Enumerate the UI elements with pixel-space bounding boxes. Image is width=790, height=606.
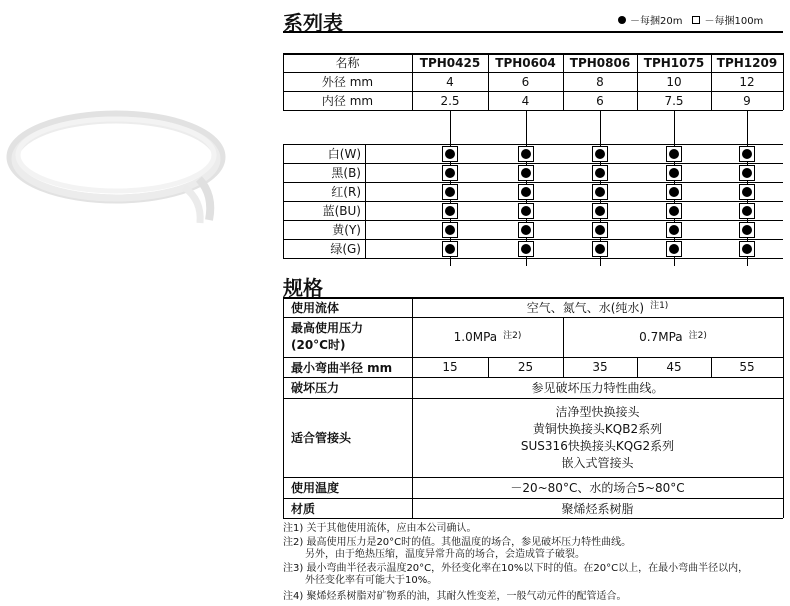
burst-pressure-value: 参见破坏压力特性曲线。 — [531, 381, 664, 395]
availability-node — [442, 146, 458, 162]
spec-title: 规格 — [283, 276, 323, 300]
filled-dot-icon — [521, 244, 531, 254]
filled-dot-icon — [445, 187, 455, 197]
availability-node — [739, 146, 755, 162]
color-label: 黑(B) — [331, 166, 361, 180]
temperature-value: －20~80°C、水的场合5~80°C — [510, 481, 685, 495]
legend — [618, 12, 763, 27]
availability-node — [666, 184, 682, 200]
fitting-item: 黄铜快换接头KQB2系列 — [532, 422, 663, 436]
availability-node — [666, 241, 682, 257]
outer-diameter-label: 外径 mm — [321, 75, 374, 89]
fitting-item: SUS316快换接头KQG2系列 — [520, 439, 675, 453]
filled-dot-icon — [742, 187, 752, 197]
outer-diameter-cell: 4 — [446, 74, 454, 89]
fluid-note: 注1) — [650, 300, 669, 311]
availability-node — [442, 222, 458, 238]
outer-diameter-cell: 12 — [739, 74, 755, 89]
note-line: 另外，由于绝热压缩，温度异常升高的场合，会造成管子破裂。 — [305, 549, 585, 560]
availability-node — [592, 184, 608, 200]
material-value: 聚烯烃系树脂 — [561, 501, 634, 516]
bend-radius-cell: 15 — [442, 360, 458, 374]
availability-node — [592, 146, 608, 162]
filled-dot-icon — [669, 168, 679, 178]
inner-diameter-label: 内径 mm — [321, 94, 374, 108]
outer-diameter-cell: 6 — [521, 74, 530, 89]
temperature-label: 使用温度 — [291, 481, 340, 495]
fitting-item: 洁净型快换接头 — [555, 405, 640, 419]
pressure-value-a — [412, 317, 563, 357]
model-cell: TPH1075 — [643, 55, 705, 70]
color-label: 白(W) — [327, 147, 361, 161]
filled-dot-icon — [595, 187, 605, 197]
note-line: 注1) 关于其他使用流体，应由本公司确认。 — [283, 523, 477, 534]
availability-node — [739, 165, 755, 181]
availability-node — [518, 222, 534, 238]
pressure-label — [283, 317, 412, 357]
note-line: 注2) 最高使用压力是20°C时的值。其他温度的场合，参见破坏压力特性曲线。 — [283, 537, 632, 548]
table-vrule — [783, 53, 784, 110]
model-cell: TPH0425 — [419, 55, 481, 70]
filled-dot-icon — [445, 206, 455, 216]
bend-radius-cell: 25 — [517, 360, 534, 374]
bend-radius-cell: 35 — [592, 360, 608, 374]
filled-dot-icon — [445, 168, 455, 178]
model-label: 名称 — [335, 56, 360, 70]
availability-node — [592, 222, 608, 238]
availability-node — [739, 241, 755, 257]
filled-dot-icon — [521, 168, 531, 178]
pressure-b-note: 注2) — [688, 330, 707, 341]
availability-node — [592, 241, 608, 257]
fluid-value — [412, 297, 783, 317]
color-label: 蓝(BU) — [322, 204, 361, 218]
color-label: 红(R) — [331, 185, 361, 199]
pressure-value-b — [563, 317, 783, 357]
filled-dot-icon — [742, 168, 752, 178]
pressure-a-text: 1.0MPa — [453, 330, 498, 344]
color-label: 绿(G) — [330, 242, 361, 256]
availability-node — [442, 203, 458, 219]
open-square-icon — [692, 16, 700, 24]
color-label: 黄(Y) — [332, 223, 361, 237]
availability-node — [666, 165, 682, 181]
filled-dot-icon — [742, 244, 752, 254]
pressure-label-line2: (20°C时) — [291, 338, 346, 352]
availability-node — [518, 241, 534, 257]
availability-node — [666, 222, 682, 238]
burst-pressure-label: 破坏压力 — [291, 381, 340, 395]
legend-open-label: －每捆100m — [704, 16, 764, 27]
filled-dot-icon — [595, 244, 605, 254]
series-table-title: 系列表 — [283, 11, 343, 35]
availability-node — [518, 184, 534, 200]
filled-dot-icon — [445, 149, 455, 159]
inner-diameter-cell: 9 — [743, 93, 751, 108]
availability-node — [442, 184, 458, 200]
title-underline — [283, 31, 783, 33]
outer-diameter-cell: 8 — [596, 74, 604, 89]
availability-node — [739, 222, 755, 238]
availability-node — [442, 241, 458, 257]
availability-node — [666, 203, 682, 219]
filled-dot-icon — [595, 225, 605, 235]
legend-filled-label: －每捆20m — [630, 16, 683, 27]
note-line: 外径变化率有可能大于10%。 — [305, 575, 438, 586]
fitting-values — [412, 400, 783, 476]
filled-dot-icon — [669, 206, 679, 216]
spec-rule — [283, 518, 783, 519]
model-cell: TPH1209 — [716, 55, 778, 70]
pressure-a-note: 注2) — [503, 330, 522, 341]
tube-coil-image — [4, 95, 234, 235]
availability-node — [518, 165, 534, 181]
filled-dot-icon — [742, 149, 752, 159]
outer-diameter-cell: 10 — [666, 74, 682, 89]
filled-dot-icon — [595, 206, 605, 216]
filled-dot-icon — [669, 187, 679, 197]
availability-node — [442, 165, 458, 181]
inner-diameter-cell: 2.5 — [440, 93, 460, 108]
filled-dot-icon — [521, 149, 531, 159]
filled-dot-icon — [669, 149, 679, 159]
material-label: 材质 — [291, 501, 316, 516]
filled-dot-icon — [618, 16, 626, 24]
model-cell: TPH0806 — [569, 55, 631, 70]
filled-dot-icon — [669, 244, 679, 254]
bend-radius-label: 最小弯曲半径 mm — [291, 360, 393, 375]
fluid-label: 使用流体 — [291, 300, 340, 315]
table-rule — [283, 110, 783, 111]
filled-dot-icon — [742, 225, 752, 235]
fitting-item: 嵌入式管接头 — [561, 456, 634, 470]
note-line: 注3) 最小弯曲半径表示温度20°C，外径变化率在10%以下时的值。在20°C以上，在最小弯曲半径以内， — [283, 563, 749, 574]
filled-dot-icon — [521, 187, 531, 197]
availability-node — [592, 203, 608, 219]
bend-radius-cell: 45 — [666, 360, 682, 374]
fitting-label: 适合管接头 — [291, 431, 352, 445]
color-rule — [283, 258, 783, 259]
filled-dot-icon — [595, 149, 605, 159]
bend-radius-cell: 55 — [739, 360, 755, 374]
filled-dot-icon — [521, 225, 531, 235]
inner-diameter-cell: 4 — [521, 93, 530, 108]
inner-diameter-cell: 7.5 — [664, 93, 684, 108]
filled-dot-icon — [669, 225, 679, 235]
availability-node — [739, 184, 755, 200]
availability-node — [666, 146, 682, 162]
availability-node — [518, 146, 534, 162]
pressure-label-line1: 最高使用压力 — [291, 321, 364, 335]
note-line: 注4) 聚烯烃系树脂对矿物系的油，其耐久性变差，一般气动元件的配管适合。 — [283, 591, 627, 602]
filled-dot-icon — [445, 225, 455, 235]
filled-dot-icon — [445, 244, 455, 254]
filled-dot-icon — [742, 206, 752, 216]
inner-diameter-cell: 6 — [596, 93, 604, 108]
availability-node — [592, 165, 608, 181]
availability-node — [739, 203, 755, 219]
filled-dot-icon — [595, 168, 605, 178]
filled-dot-icon — [521, 206, 531, 216]
fluid-value-text: 空气、氮气、水(纯水) — [526, 300, 645, 315]
color-vrule — [365, 144, 366, 258]
spec-vrule — [783, 297, 784, 518]
model-cell: TPH0604 — [495, 55, 556, 70]
pressure-b-text: 0.7MPa — [639, 330, 683, 344]
availability-node — [518, 203, 534, 219]
